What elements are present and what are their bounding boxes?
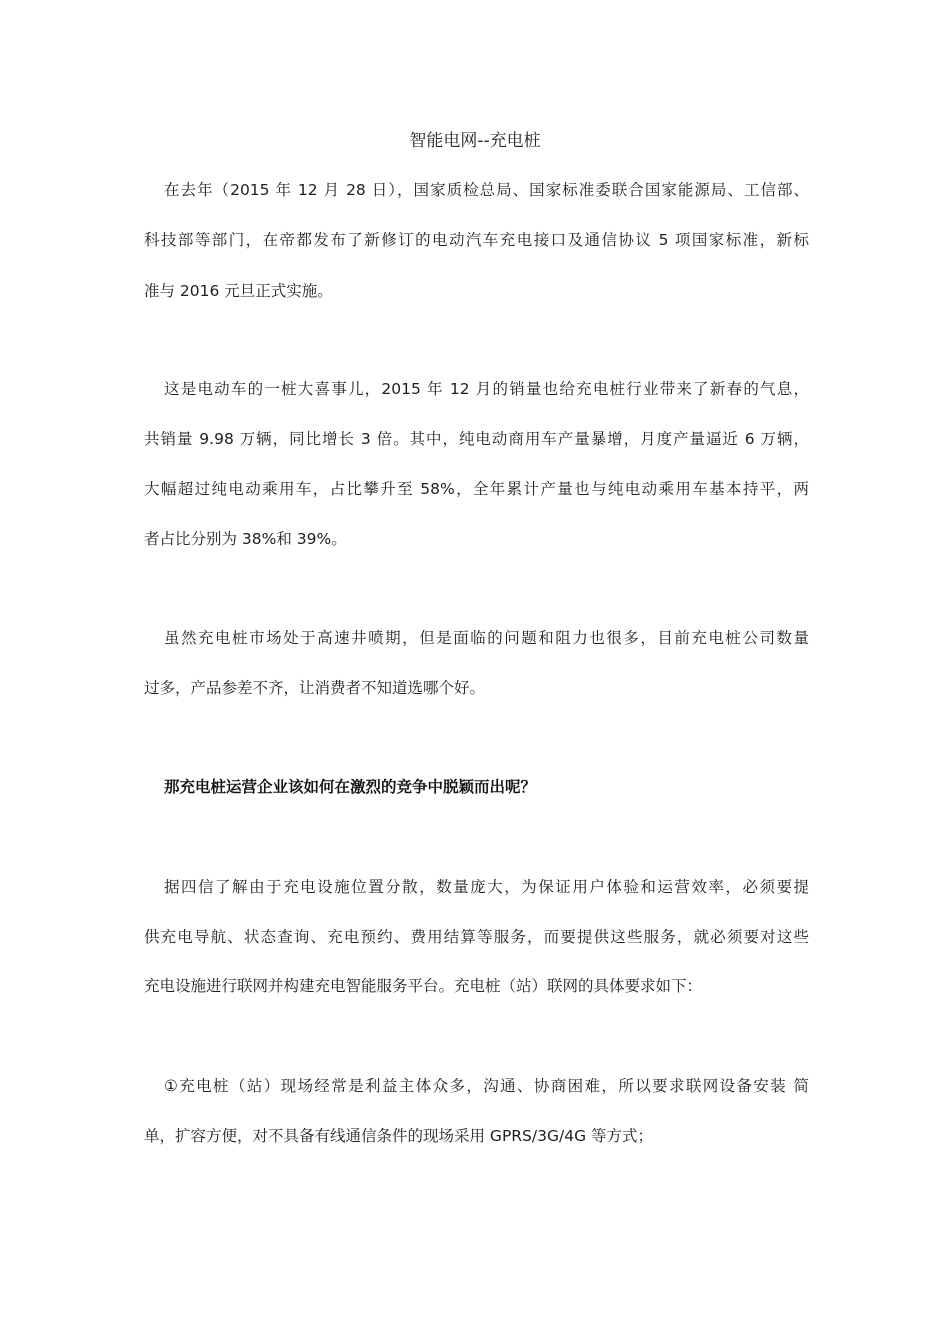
paragraph-2-line-2: 共销量 9.98 万辆，同比增长 3 倍。其中，纯电动商用车产量暴增，月度产量逼近 6 万辆， bbox=[144, 430, 809, 448]
paragraph-1-line-1: 在去年（2015 年 12 月 28 日），国家质检总局、国家标准委联合国家能源局、工信部、 bbox=[164, 181, 809, 199]
paragraph-2-line-1: 这是电动车的一桩大喜事儿，2015 年 12 月的销量也给充电桩行业带来了新春的气息， bbox=[164, 380, 809, 398]
paragraph-5-line-2: 供充电导航、状态查询、充电预约、费用结算等服务，而要提供这些服务，就必须要对这些 bbox=[144, 928, 809, 946]
paragraph-5-line-3: 充电设施进行联网并构建充电智能服务平台。充电桩（站）联网的具体要求如下： bbox=[144, 977, 703, 995]
paragraph-6-line-1: ①充电桩（站）现场经常是利益主体众多，沟通、协商困难，所以要求联网设备安装 简 bbox=[164, 1077, 809, 1095]
paragraph-6-line-2: 单，扩容方便，对不具备有线通信条件的现场采用 GPRS/3G/4G 等方式； bbox=[144, 1127, 654, 1145]
section-question: 那充电桩运营企业该如何在激烈的竞争中脱颖而出呢？ bbox=[164, 778, 537, 796]
paragraph-1-line-2: 科技部等部门，在帝都发布了新修订的电动汽车充电接口及通信协议 5 项国家标准，新标 bbox=[144, 231, 809, 249]
paragraph-5-line-1: 据四信了解由于充电设施位置分散，数量庞大，为保证用户体验和运营效率，必须要提 bbox=[164, 878, 809, 896]
paragraph-2-line-3: 大幅超过纯电动乘用车，占比攀升至 58%，全年累计产量也与纯电动乘用车基本持平，两 bbox=[144, 480, 809, 498]
paragraph-3-line-2: 过多，产品参差不齐，让消费者不知道选哪个好。 bbox=[144, 679, 486, 697]
paragraph-3-line-1: 虽然充电桩市场处于高速井喷期，但是面临的问题和阻力也很多，目前充电桩公司数量 bbox=[164, 629, 809, 647]
paragraph-1-line-3: 准与 2016 元旦正式实施。 bbox=[144, 282, 333, 300]
document-title: 智能电网--充电桩 bbox=[409, 131, 541, 151]
paragraph-2-line-4: 者占比分别为 38%和 39%。 bbox=[144, 530, 347, 548]
